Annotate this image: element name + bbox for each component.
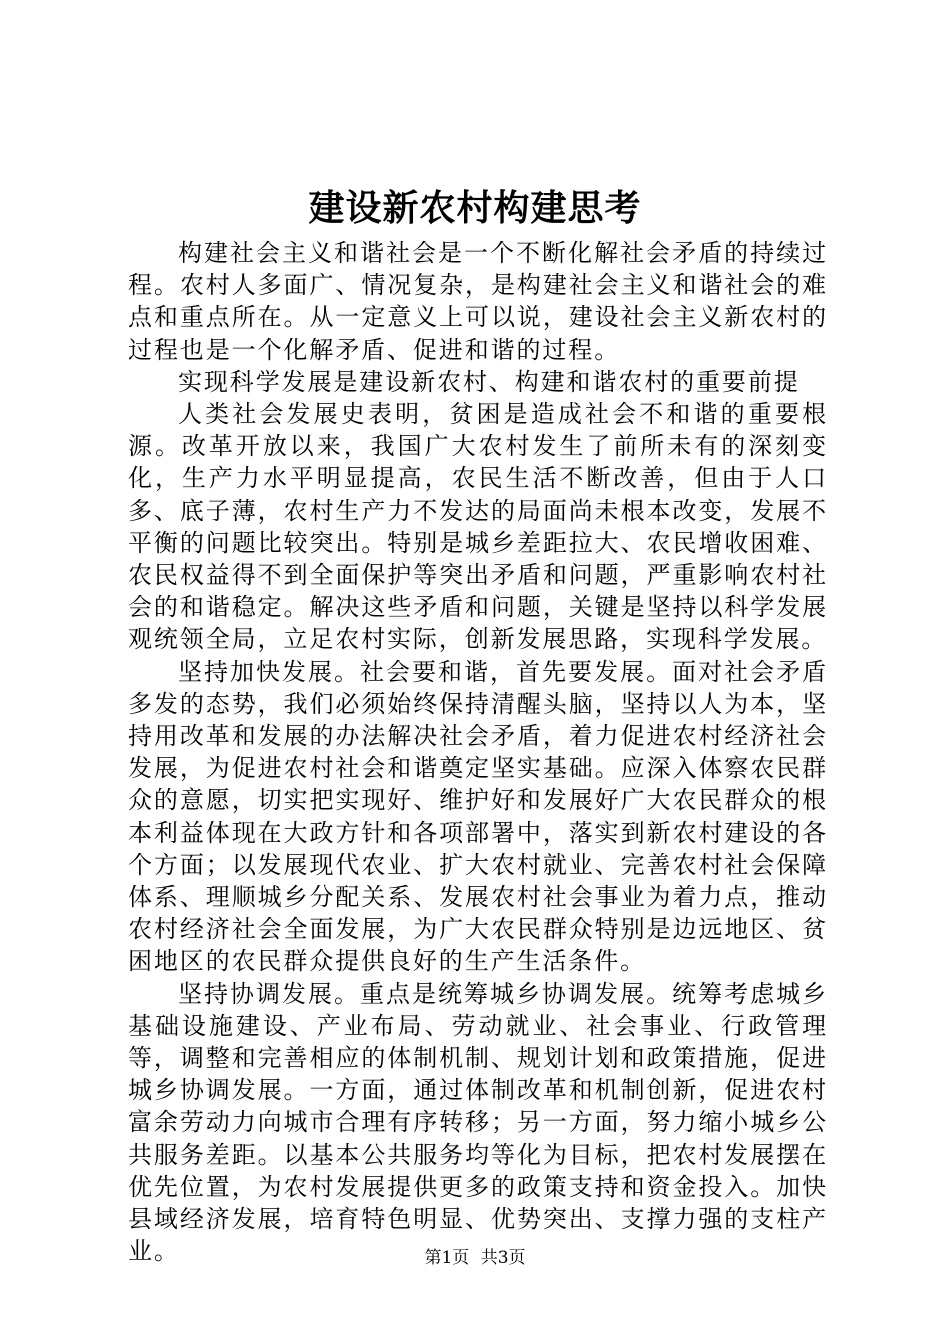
page-total: 共3页 [480,1248,526,1268]
document-body [128,237,828,1268]
page-footer [0,1247,950,1269]
document-title: 建设新农村构建思考 [308,187,642,229]
section-heading: 实现科学发展是建设新农村、构建和谐农村的重要前提 [178,367,800,396]
page-number: 第1页 [424,1248,470,1268]
paragraph-intro: 构建社会主义和谐社会是一个不断化解社会矛盾的持续过程。农村人多面广、情况复杂，是构建社会主义和谐社会的难点和重点所在。从一定意义上可以说，建设社会主义新农村的过程也是一个化解矛盾、促进和谐的过程。 [128,239,828,364]
paragraph-accelerate-development: 坚持加快发展。社会要和谐，首先要发展。面对社会矛盾多发的态势，我们必须始终保持清醒头脑，坚持以人为本，坚持用改革和发展的办法解决社会矛盾，着力促进农村经济社会发展，为促进农村社会和谐奠定坚实基础。应深入体察农民群众的意愿，切实把实现好、维护好和发展好广大农民群众的根本利益体现在大政方针和各项部署中，落实到新农村建设的各个方面；以发展现代农业、扩大农村就业、完善农村社会保障体系、理顺城乡分配关系、发展农村社会事业为着力点，推动农村经济社会全面发展，为广大农民群众特别是边远地区、贫困地区的农民群众提供良好的生产生活条件。 [128,657,828,976]
paragraph-poverty: 人类社会发展史表明，贫困是造成社会不和谐的重要根源。改革开放以来，我国广大农村发生了前所未有的深刻变化，生产力水平明显提高，农民生活不断改善，但由于人口多、底子薄，农村生产力不发达的局面尚未根本改变，发展不平衡的问题比较突出。特别是城乡差距拉大、农民增收困难、农民权益得不到全面保护等突出矛盾和问题，严重影响农村社会的和谐稳定。解决这些矛盾和问题，关键是坚持以科学发展观统领全局，立足农村实际，创新发展思路，实现科学发展。 [128,400,828,654]
paragraph-coordinated-development: 坚持协调发展。重点是统筹城乡协调发展。统筹考虑城乡基础设施建设、产业布局、劳动就业、社会事业、行政管理等，调整和完善相应的体制机制、规划计划和政策措施，促进城乡协调发展。一方面，通过体制改革和机制创新，促进农村富余劳动力向城市合理有序转移；另一方面，努力缩小城乡公共服务差距。以基本公共服务均等化为目标，把农村发展摆在优先位置，为农村发展提供更多的政策支持和资金投入。加快县域经济发展，培育特色明显、优势突出、支撑力强的支柱产业。 [128,979,828,1266]
